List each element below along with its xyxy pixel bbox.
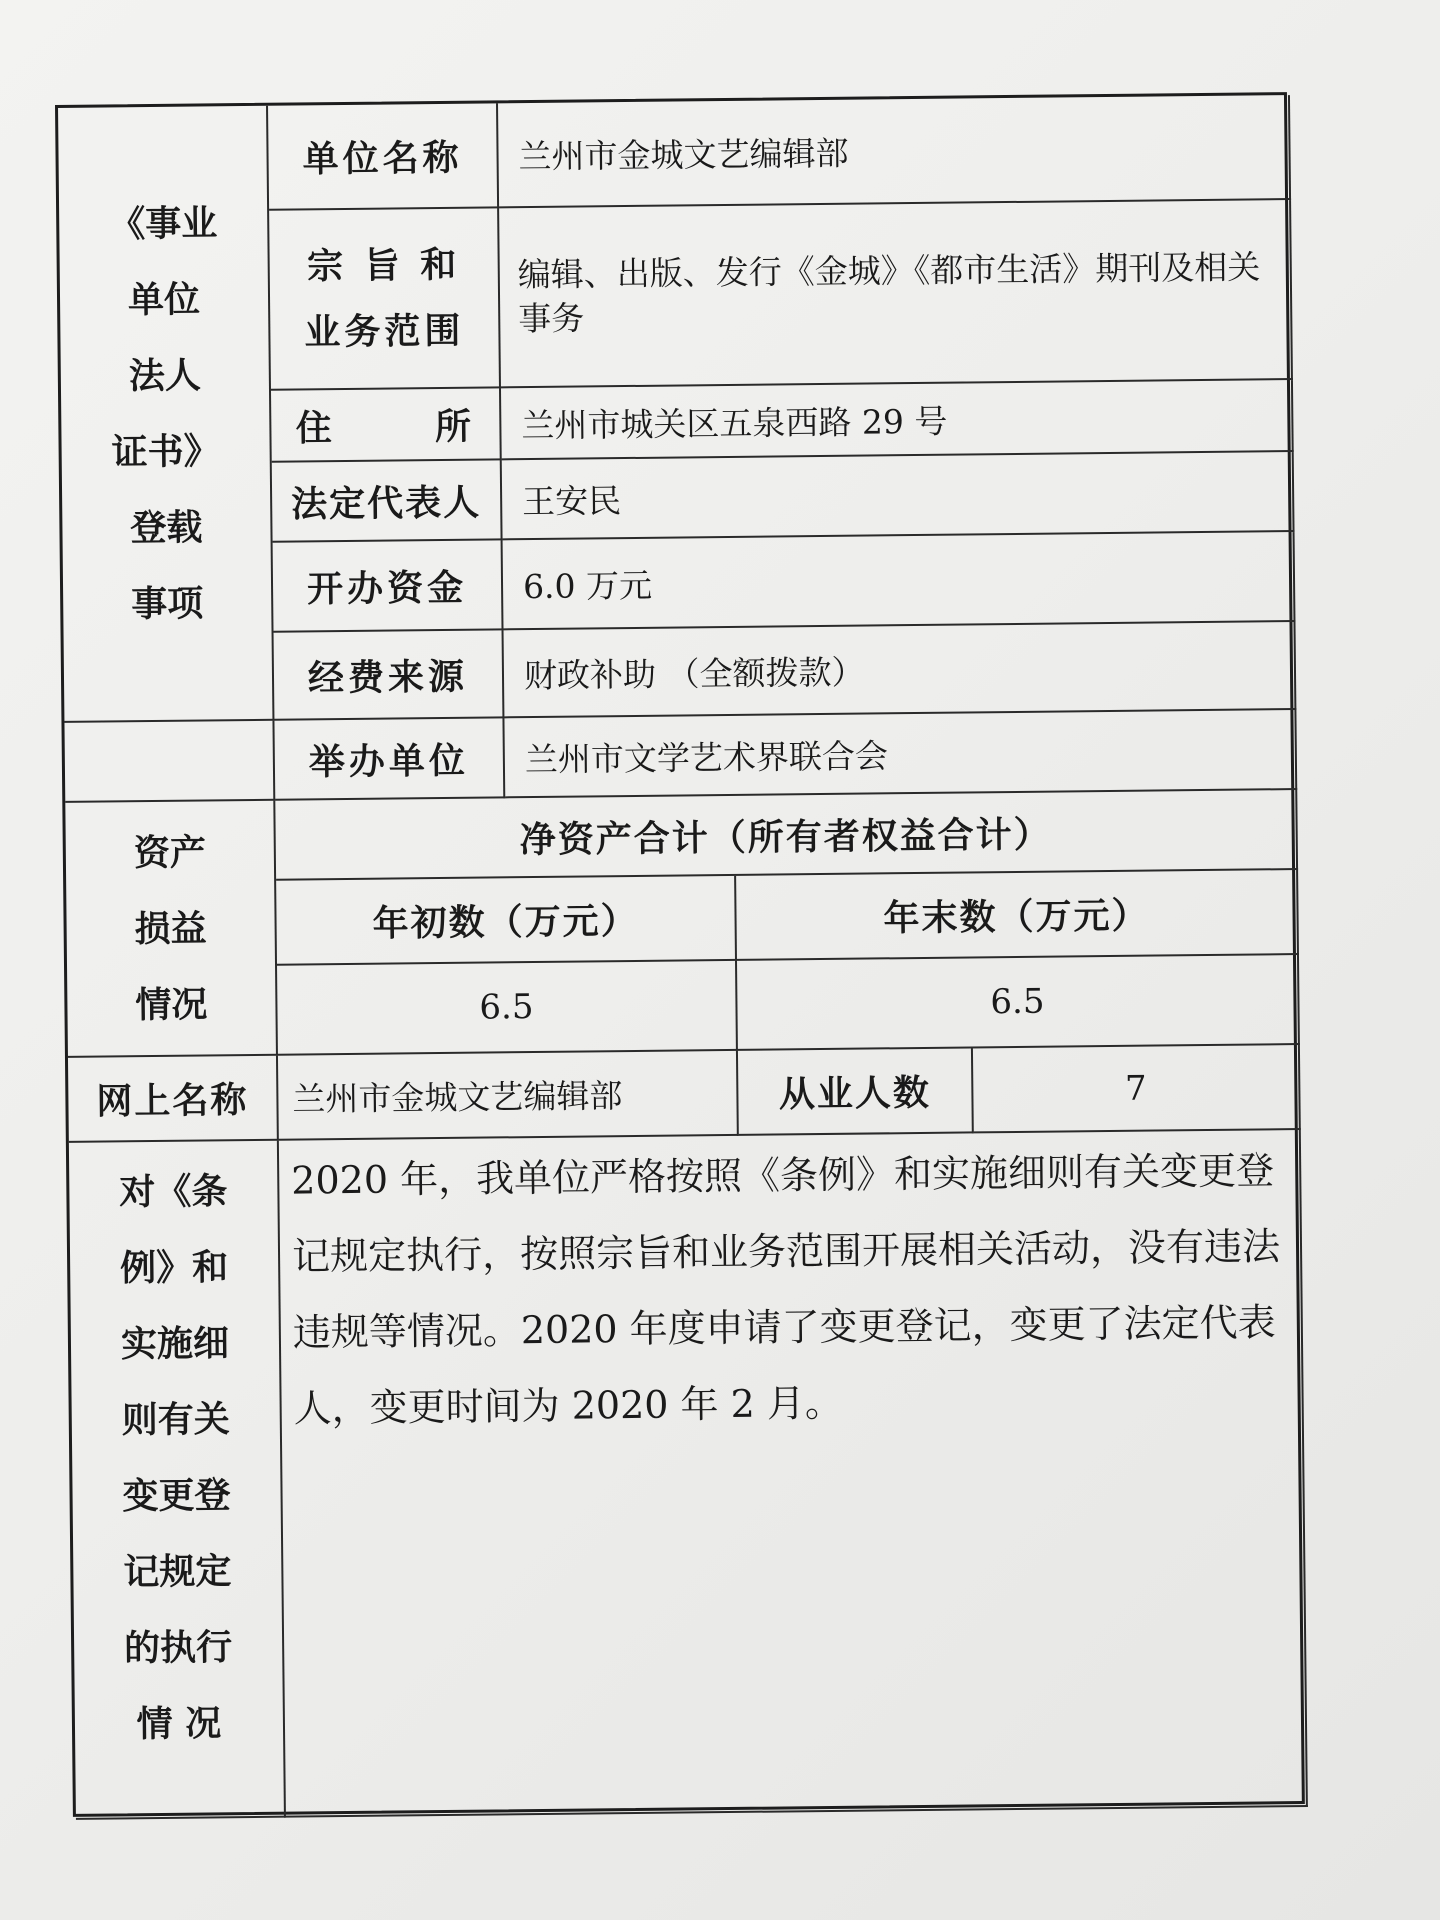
label-line: 的执行 — [123, 1626, 233, 1670]
legal-representative-value: 王安民 — [502, 452, 1295, 540]
staff-count-label: 从业人数 — [738, 1048, 974, 1135]
execution-text: 2020 年，我单位严格按照《条例》和实施细则有关变更登记规定执行，按照宗旨和业务范围开展相关活动，没有违法违规等情况。2020 年度申请了变更登记，变更了法定代表人，变更时间为 2020 年 2 月。 — [279, 1130, 1308, 1818]
address-label: 住 所 — [271, 388, 502, 462]
label-line: 例》和 — [119, 1246, 229, 1290]
end-year-label: 年末数（万元） — [736, 870, 1299, 961]
end-year-value: 6.5 — [737, 955, 1300, 1051]
funding-source-value: 财政补助 （全额拨款） — [504, 622, 1297, 718]
label-line: 资产 — [133, 830, 207, 874]
purpose-scope-label — [269, 208, 501, 390]
label-line: 损益 — [134, 906, 207, 950]
address-value: 兰州市城关区五泉西路 29 号 — [501, 380, 1294, 460]
sponsor-unit-label: 举办单位 — [274, 718, 505, 800]
purpose-scope-value: 编辑、出版、发行《金城》《都市生活》期刊及相关事务 — [499, 200, 1293, 388]
registration-section-label — [58, 106, 274, 723]
sponsor-unit-value: 兰州市文学艺术界联合会 — [504, 710, 1297, 798]
label-line: 业务范围 — [304, 309, 465, 354]
label-line: 登载 — [130, 505, 203, 549]
label-line: 记规定 — [123, 1550, 232, 1594]
funding-source-label: 经费来源 — [274, 630, 505, 720]
label-line: 事项 — [130, 581, 204, 625]
label-line: 情 况 — [136, 1702, 222, 1746]
label-line: 变更登 — [122, 1474, 231, 1518]
label-line: 证书》 — [111, 429, 220, 473]
starting-capital-value: 6.0 万元 — [503, 532, 1296, 630]
label-line: 宗 旨 和 — [306, 243, 461, 288]
label-line: 则有关 — [121, 1398, 230, 1442]
online-name-label: 网上名称 — [68, 1056, 279, 1143]
label-line: 《事业 — [109, 201, 218, 245]
begin-year-value: 6.5 — [277, 961, 738, 1056]
execution-section-label — [69, 1141, 286, 1820]
label-line: 法人 — [128, 353, 202, 397]
registration-section-label-continuation — [64, 721, 275, 803]
label-line: 情况 — [135, 982, 208, 1026]
unit-name-label: 单位名称 — [268, 103, 499, 210]
label-line: 单位 — [127, 277, 201, 321]
unit-name-value: 兰州市金城文艺编辑部 — [498, 95, 1291, 208]
staff-count-value: 7 — [973, 1045, 1301, 1133]
registration-form-table — [55, 92, 1305, 1817]
assets-section-label — [65, 801, 278, 1058]
net-assets-header: 净资产合计（所有者权益合计） — [275, 790, 1298, 881]
starting-capital-label: 开办资金 — [273, 540, 504, 632]
label-line: 实施细 — [120, 1322, 230, 1366]
label-line: 对《条 — [119, 1170, 228, 1214]
online-name-value: 兰州市金城文艺编辑部 — [278, 1051, 739, 1141]
begin-year-label: 年初数（万元） — [276, 876, 737, 966]
legal-representative-label: 法定代表人 — [272, 460, 503, 542]
